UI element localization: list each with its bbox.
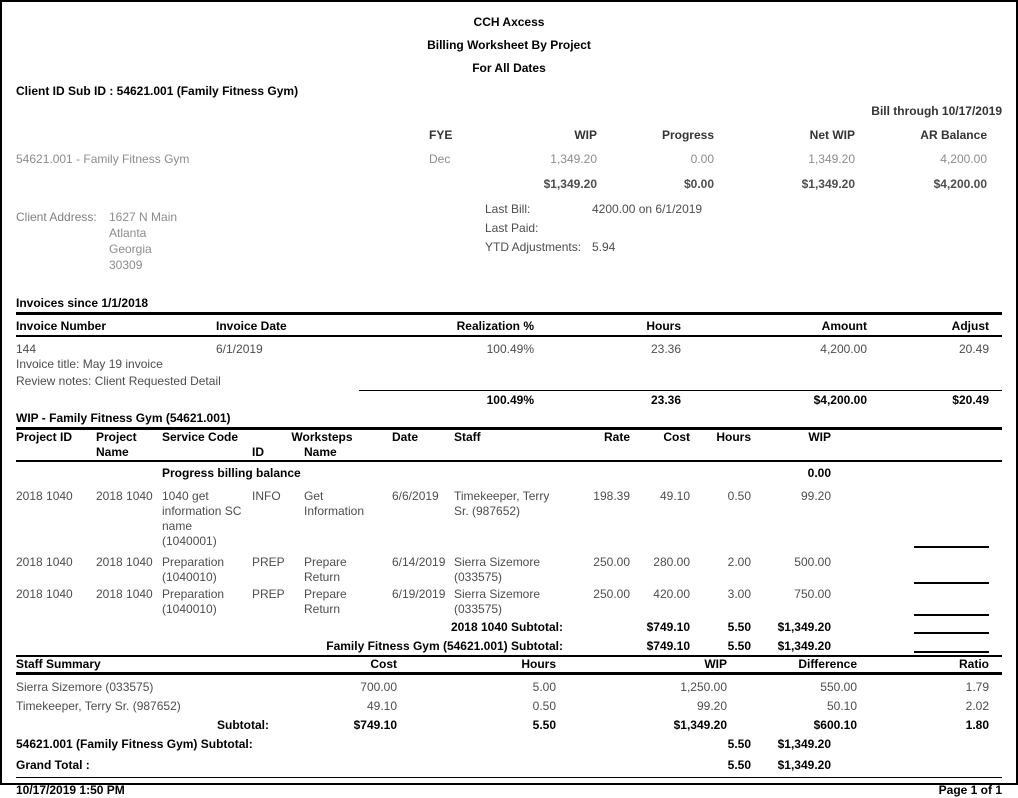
client-subtotal-hours: 5.50 <box>727 737 751 751</box>
wip-rate: 250.00 <box>593 555 630 569</box>
footer-timestamp: 10/17/2019 1:50 PM <box>16 783 125 797</box>
col-header-invoice-number: Invoice Number <box>16 319 107 333</box>
staff-summary-header-row <box>16 657 989 672</box>
progress-billing-wip: 0.00 <box>807 466 831 480</box>
wip-ws-name: Prepare Return <box>304 587 347 616</box>
staff-wip: 1,250.00 <box>680 680 727 694</box>
adjustment-writein-line <box>914 614 989 616</box>
staff-subtotal-difference: $600.10 <box>813 718 857 732</box>
invoice-row <box>16 342 989 357</box>
col-header-ws-name: Name <box>304 445 337 459</box>
address-line-4: 30309 <box>109 258 143 272</box>
adjustment-writein-line <box>914 651 989 653</box>
wip-header-rule <box>16 460 1002 462</box>
wip-row <box>16 555 989 585</box>
wip-date: 6/19/2019 <box>392 587 446 601</box>
ar-balance-total: $4,200.00 <box>933 177 987 191</box>
net-wip-total: $1,349.20 <box>801 177 855 191</box>
col-header-staff-ratio: Ratio <box>959 657 989 671</box>
col-header-ws-id: ID <box>252 445 264 459</box>
progress-value: 0.00 <box>690 152 714 166</box>
invoice-date: 6/1/2019 <box>216 342 263 356</box>
invoice-hours: 23.36 <box>650 342 681 356</box>
ytd-adjustments-label: YTD Adjustments: <box>485 240 582 254</box>
footer-rule <box>16 777 1002 778</box>
wip-header-row-2 <box>16 445 989 460</box>
col-header-service-code: Service Code <box>162 430 239 444</box>
staff-cost: 49.10 <box>366 699 397 713</box>
wip-project-name: 2018 1040 <box>96 555 153 569</box>
client-summary-row <box>16 152 987 167</box>
wip-client-subtotal-cost: $749.10 <box>646 639 690 653</box>
col-header-staff-wip: WIP <box>704 657 727 671</box>
project-subtotal-label: 2018 1040 Subtotal: <box>450 620 563 634</box>
report-date-scope: For All Dates <box>472 61 546 75</box>
col-header-staff-cost: Cost <box>370 657 397 671</box>
col-header-project: Project <box>96 430 137 444</box>
invoice-amount: 4,200.00 <box>820 342 867 356</box>
col-header-staff: Staff <box>454 430 481 444</box>
wip-row <box>16 587 989 617</box>
wip-project-id: 2018 1040 <box>16 555 73 569</box>
staff-subtotal-hours: 5.50 <box>532 718 556 732</box>
wip-row <box>16 489 989 549</box>
wip-client-subtotal-row <box>16 639 989 654</box>
staff-name: Sierra Sizemore (033575) <box>16 680 154 694</box>
wip-service-code: 1040 get information SC name (1040001) <box>162 489 242 548</box>
wip-section-title: WIP - Family Fitness Gym (54621.001) <box>16 411 231 425</box>
wip-progress-row <box>16 466 989 481</box>
report-footer <box>16 783 1002 798</box>
project-subtotal-wip: $1,349.20 <box>777 620 831 634</box>
staff-summary-row <box>16 699 989 714</box>
adjustment-writein-line <box>914 632 989 634</box>
col-header-progress: Progress <box>661 128 714 142</box>
col-header-net-wip: Net WIP <box>809 128 855 142</box>
wip-service-code: Preparation (1040010) <box>162 555 225 584</box>
client-address-lines <box>109 210 177 274</box>
invoices-section-title: Invoices since 1/1/2018 <box>16 296 149 310</box>
invoices-title-rule <box>16 312 1002 315</box>
staff-difference: 50.10 <box>826 699 857 713</box>
col-header-project-name: Name <box>96 445 129 459</box>
client-name: 54621.001 - Family Fitness Gym <box>16 152 190 166</box>
wip-cost: 420.00 <box>653 587 690 601</box>
staff-hours: 0.50 <box>532 699 556 713</box>
report-title: Billing Worksheet By Project <box>427 38 591 52</box>
wip-hours: 3.00 <box>727 587 751 601</box>
staff-ratio: 2.02 <box>965 699 989 713</box>
invoices-total-hours: 23.36 <box>650 393 681 407</box>
col-header-worksteps: Worksteps <box>291 430 353 444</box>
invoice-adjust: 20.49 <box>958 342 989 356</box>
wip-header-row-1 <box>16 430 989 445</box>
wip-client-subtotal-label: Family Fitness Gym (54621.001) Subtotal: <box>326 639 563 653</box>
last-bill-label: Last Bill: <box>485 202 531 216</box>
grand-total-row <box>16 758 989 773</box>
col-header-staff-summary: Staff Summary <box>16 657 101 671</box>
invoices-header-rule <box>16 335 1002 337</box>
address-line-3: Georgia <box>109 242 152 256</box>
fye-value: Dec <box>429 152 451 166</box>
wip-wip: 99.20 <box>800 489 831 503</box>
wip-date: 6/6/2019 <box>392 489 439 503</box>
staff-summary-header-rule <box>16 672 1002 675</box>
invoices-total-realization: 100.49% <box>486 393 534 407</box>
wip-ws-name: Prepare Return <box>304 555 347 584</box>
address-line-2: Atlanta <box>109 226 147 240</box>
wip-hours: 2.00 <box>727 555 751 569</box>
client-address-block <box>16 202 485 274</box>
staff-hours: 5.00 <box>532 680 556 694</box>
wip-project-id: 2018 1040 <box>16 489 73 503</box>
invoice-title-note: Invoice title: May 19 invoice <box>16 357 163 371</box>
wip-ws-name: Get Information <box>304 489 365 518</box>
wip-project-id: 2018 1040 <box>16 587 73 601</box>
wip-project-name: 2018 1040 <box>96 587 153 601</box>
project-subtotal-hours: 5.50 <box>727 620 751 634</box>
wip-project-name: 2018 1040 <box>96 489 153 503</box>
staff-summary-row <box>16 680 989 695</box>
last-bill-value: 4200.00 on 6/1/2019 <box>592 202 703 216</box>
wip-staff: Timekeeper, Terry Sr. (987652) <box>454 489 550 518</box>
wip-client-subtotal-hours: 5.50 <box>727 639 751 653</box>
grand-total-hours: 5.50 <box>727 758 751 772</box>
wip-client-subtotal-wip: $1,349.20 <box>777 639 831 653</box>
wip-total: $1,349.20 <box>543 177 597 191</box>
client-subtotal-label: 54621.001 (Family Fitness Gym) Subtotal: <box>16 737 253 751</box>
staff-summary-subtotal-row <box>16 718 989 733</box>
col-header-project-id: Project ID <box>16 430 73 444</box>
wip-value: 1,349.20 <box>550 152 597 166</box>
adjustment-writein-line <box>914 546 989 548</box>
wip-wip: 750.00 <box>794 587 831 601</box>
progress-total: $0.00 <box>683 177 714 191</box>
app-title: CCH Axcess <box>473 15 545 29</box>
invoice-realization: 100.49% <box>486 342 534 356</box>
staff-subtotal-wip: $1,349.20 <box>673 718 727 732</box>
wip-service-code: Preparation (1040010) <box>162 587 225 616</box>
invoices-total-adjust: $20.49 <box>952 393 989 407</box>
col-header-fye: FYE <box>429 128 453 142</box>
staff-subtotal-ratio: 1.80 <box>965 718 989 732</box>
invoices-totals-row <box>16 393 989 408</box>
wip-ws-id: PREP <box>252 555 285 569</box>
staff-ratio: 1.79 <box>965 680 989 694</box>
col-header-cost: Cost <box>663 430 690 444</box>
report-header <box>16 2 1002 76</box>
staff-name: Timekeeper, Terry Sr. (987652) <box>16 699 181 713</box>
wip-ws-id: INFO <box>252 489 281 503</box>
client-id-header: Client ID Sub ID : 54621.001 (Family Fitness Gym) <box>16 84 299 98</box>
wip-staff: Sierra Sizemore (033575) <box>454 555 541 584</box>
invoice-number: 144 <box>16 342 37 356</box>
invoices-total-amount: $4,200.00 <box>813 393 867 407</box>
invoices-totals-rule <box>359 390 1002 391</box>
staff-difference: 550.00 <box>820 680 857 694</box>
net-wip-value: 1,349.20 <box>808 152 855 166</box>
client-address-label: Client Address: <box>16 210 97 224</box>
bill-through-date: Bill through 10/17/2019 <box>871 104 1002 118</box>
col-header-inv-hours: Hours <box>646 319 681 333</box>
col-header-rate: Rate <box>603 430 630 444</box>
wip-cost: 49.10 <box>659 489 690 503</box>
wip-project-subtotal-row <box>16 620 989 635</box>
staff-subtotal-cost: $749.10 <box>353 718 397 732</box>
ar-balance-value: 4,200.00 <box>940 152 987 166</box>
client-summary-totals-row <box>16 177 987 192</box>
client-subtotal-wip: $1,349.20 <box>777 737 831 751</box>
adjustment-writein-line <box>914 582 989 584</box>
billing-history-block <box>485 202 1002 274</box>
wip-hours: 0.50 <box>727 489 751 503</box>
client-info-block <box>16 202 1002 274</box>
invoice-review-note: Review notes: Client Requested Detail <box>16 374 221 388</box>
wip-wip: 500.00 <box>794 555 831 569</box>
address-line-1: 1627 N Main <box>109 210 178 224</box>
col-header-invoice-date: Invoice Date <box>216 319 287 333</box>
grand-total-wip: $1,349.20 <box>777 758 831 772</box>
staff-wip: 99.20 <box>696 699 727 713</box>
wip-rate: 250.00 <box>593 587 630 601</box>
col-header-wip: WIP <box>808 430 831 444</box>
project-subtotal-cost: $749.10 <box>646 620 690 634</box>
footer-page-number: Page 1 of 1 <box>938 783 1002 797</box>
progress-billing-label: Progress billing balance <box>162 466 301 480</box>
wip-rate: 198.39 <box>593 489 630 503</box>
invoices-header-row <box>16 319 989 334</box>
ytd-adjustments-value: 5.94 <box>592 240 616 254</box>
wip-date: 6/14/2019 <box>392 555 446 569</box>
last-paid-label: Last Paid: <box>485 221 539 235</box>
client-summary-header-row <box>16 128 987 143</box>
grand-total-label: Grand Total : <box>16 758 90 772</box>
wip-staff: Sierra Sizemore (033575) <box>454 587 541 616</box>
col-header-adjust: Adjust <box>951 319 989 333</box>
col-header-amount: Amount <box>821 319 867 333</box>
wip-cost: 280.00 <box>653 555 690 569</box>
col-header-realization: Realization % <box>456 319 534 333</box>
staff-cost: 700.00 <box>360 680 397 694</box>
col-header-staff-hours: Hours <box>521 657 556 671</box>
col-header-ar-balance: AR Balance <box>920 128 987 142</box>
col-header-date: Date <box>392 430 419 444</box>
col-header-staff-difference: Difference <box>798 657 857 671</box>
col-header-wip: WIP <box>574 128 597 142</box>
wip-ws-id: PREP <box>252 587 285 601</box>
col-header-hours: Hours <box>716 430 751 444</box>
staff-subtotal-label: Subtotal: <box>217 718 269 732</box>
client-subtotal-row <box>16 737 989 752</box>
